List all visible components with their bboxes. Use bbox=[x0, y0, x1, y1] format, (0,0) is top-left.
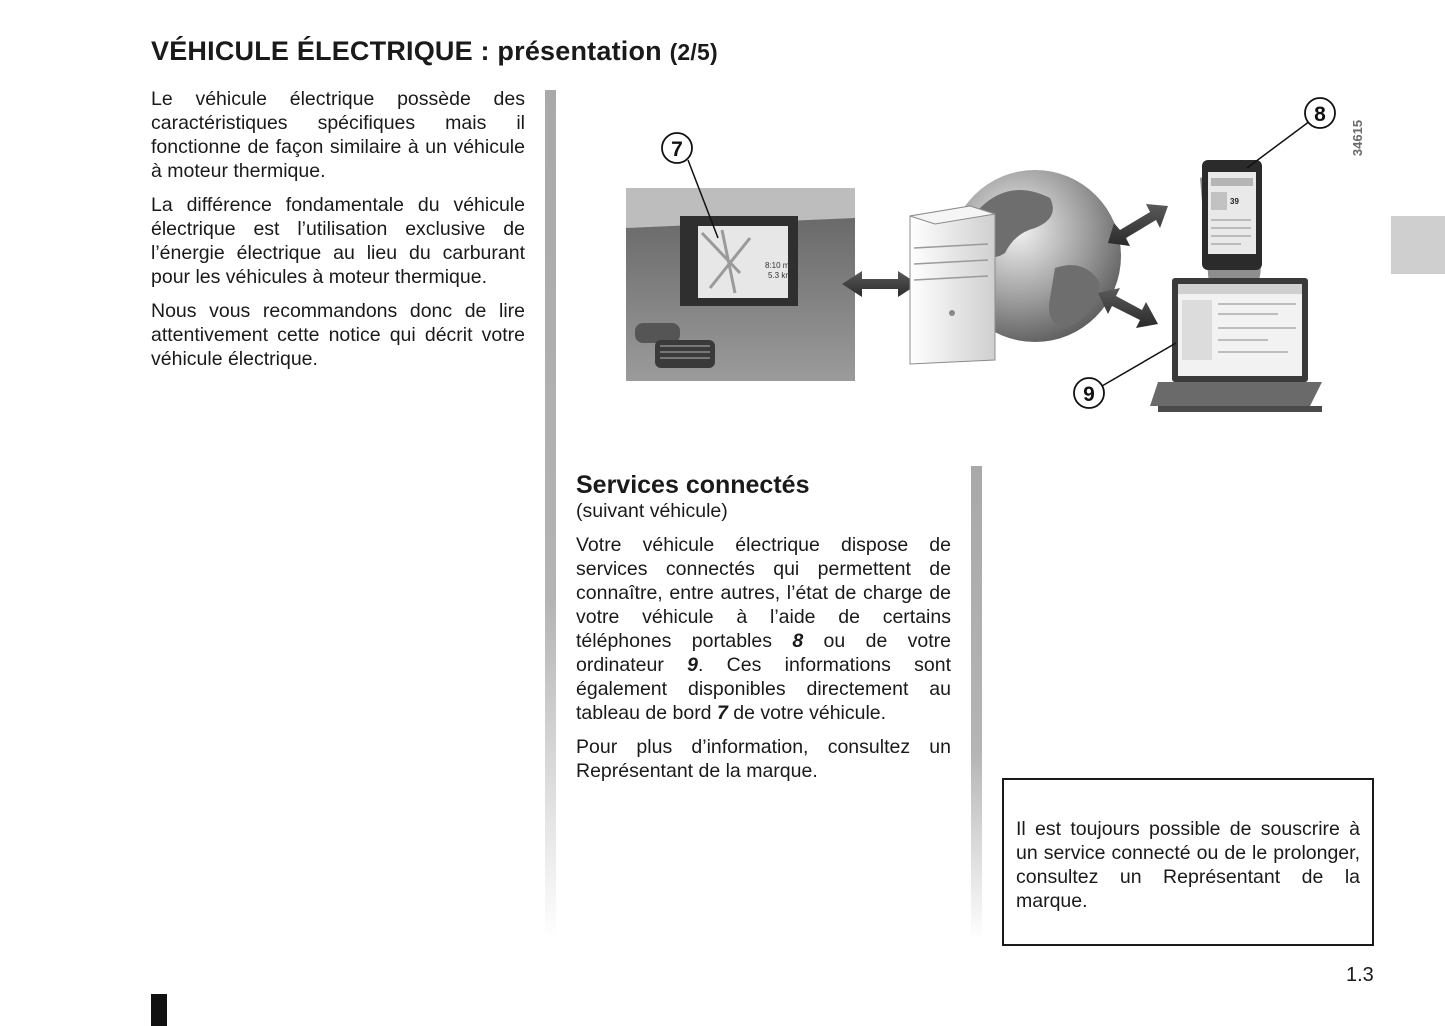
page-title-main: VÉHICULE ÉLECTRIQUE : présentation bbox=[151, 36, 662, 66]
dashboard-photo bbox=[626, 188, 855, 381]
arrow-server-laptop-icon bbox=[1098, 288, 1158, 328]
services-paragraph-1 bbox=[576, 533, 951, 725]
laptop-icon bbox=[1150, 278, 1322, 412]
services-column bbox=[576, 533, 951, 793]
page-corner-mark bbox=[151, 994, 167, 1026]
services-text-d: de votre véhicule. bbox=[727, 702, 887, 724]
connected-services-illustration bbox=[610, 88, 1380, 428]
section-thumb-tab bbox=[1391, 216, 1445, 274]
phone-charge-value: 39 bbox=[1230, 197, 1239, 206]
ref-phone: 8 bbox=[792, 630, 804, 652]
page-title-part: (2/5) bbox=[669, 39, 718, 65]
services-subheading: (suivant véhicule) bbox=[576, 500, 728, 522]
services-paragraph-2: Pour plus d’information, consultez un Représentant de la marque. bbox=[576, 736, 951, 782]
column-divider-right bbox=[971, 466, 982, 940]
services-heading: Services connectés bbox=[576, 471, 810, 499]
column-divider-left bbox=[545, 90, 556, 940]
nav-time-text: 8:10 min bbox=[765, 261, 796, 270]
figure-reference-code: 34615 bbox=[1350, 119, 1365, 157]
services-text-c: . Ces informations sont également disponibles directement au tableau de bord bbox=[576, 654, 951, 724]
intro-paragraph-3: Nous vous recommandons donc de lire attentivement cette notice qui décrit votre véhicule électrique. bbox=[151, 300, 525, 370]
services-text-a: Votre véhicule électrique dispose de services connectés qui permettent de connaître, entre autres, l’état de charge de votre véhicule à l’aide de certains téléphones portables bbox=[576, 534, 951, 652]
services-text-b: ou de votre ordinateur bbox=[576, 630, 951, 676]
server-icon bbox=[910, 206, 995, 364]
callout-7-label: 7 bbox=[671, 138, 683, 161]
callout-9-label: 9 bbox=[1083, 383, 1095, 406]
ref-dashboard: 7 bbox=[716, 702, 728, 724]
smartphone-icon bbox=[1200, 160, 1262, 298]
arrow-server-phone-icon bbox=[1108, 204, 1168, 246]
callout-8-label: 8 bbox=[1314, 103, 1326, 126]
nav-distance-text: 5.3 km bbox=[768, 271, 793, 280]
intro-paragraph-2: La différence fondamentale du véhicule électrique est l’utilisation exclusive de l’énergie électrique au lieu du carburant pour les véhicules à moteur thermique. bbox=[151, 194, 525, 288]
note-text: Il est toujours possible de souscrire à un service connecté ou de le prolonger, consultez un Représentant de la marque. bbox=[1016, 818, 1360, 912]
ref-computer: 9 bbox=[687, 654, 698, 676]
intro-paragraph-1: Le véhicule électrique possède des caractéristiques spécifiques mais il fonctionne de façon similaire à un véhicule à moteur thermique. bbox=[151, 88, 525, 182]
callout-8 bbox=[1247, 98, 1335, 168]
intro-column bbox=[151, 87, 525, 381]
page-number: 1.3 bbox=[1346, 964, 1374, 986]
page-title bbox=[151, 36, 718, 67]
